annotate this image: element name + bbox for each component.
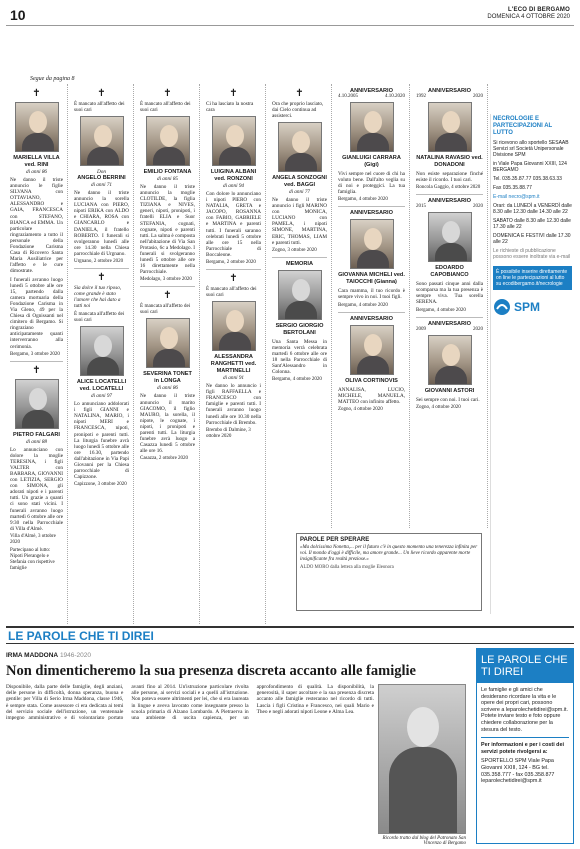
page-header [6,6,574,26]
signature: Capizzone, 3 ottobre 2020 [74,482,127,488]
signature: Bergamo, 3 ottobre 2020 [10,351,60,357]
portrait-photo [428,335,472,385]
signature: Brembo di Dalmine, 3 ottobre 2020 [206,427,251,439]
anniversary-year-end: 4.10.2020 [385,94,405,99]
announcement-text: Ne danno lo annuncio i figli RAFFAELLA e FRANCESCO con famiglie e parenti tutti. I funerali avranno luogo lunedì alle ore 10.30 nella Parrocchiale di Brembo. [206,383,261,426]
info-title: NECROLOGIE E PARTECIPAZIONI AL LUTTO [493,116,553,136]
announcement-text: Con dolore lo annunciano i nipoti PIERO con NATALIA, GRETA e JACOPO, ROSANNA con FABIO, GABRIELE e MARTINA e parenti tutti. I funerali saranno celebrati lunedì 5 ottobre alle ore 15 nella Parrocchiale di Boccaleone. [206,191,261,258]
promo-text: Le famiglie e gli amici che desiderano ricordare la vita e le opere dei propri cari, possono scrivere a leparolechetidirei@spm.it. Potete inviare testo e foto oppure chiedere collaborazione per la stesura del testo. [481,687,568,733]
deceased-name: EDOARDO CAPOBIANCO [430,265,469,279]
kicker-name: IRMA MADDONA [6,652,59,659]
announcement-text: Ne danno il triste annuncio la moglie CLOTILDE, la figlia TIZIANA e NIVES, generi, nipoti, pronipoti, i fratelli ELIA e Suor STEFANIA, cognati, cognate, nipoti e parenti tutti. La salma è composta nell'abitazione di Via San Protasio, 6c a Medolago. I funerali si svolgeranno lunedì 5 ottobre alle ore 16 direttamente nella Parrocchiale. [140,184,195,276]
masthead [487,7,570,21]
info-fax: Fax 035.35.88.77 [493,185,532,191]
announcement-text: Cara mamma, il tuo ricordo è sempre vivo in noi. I tuoi figli. [338,288,405,301]
intro-text: È mancato all'affetto dei suoi cari [140,101,191,113]
quote-text: Sia dolce il tuo riposo, come grande è stato l'amore che hai dato a tutti noi [74,285,122,310]
deceased-name: ALESSANDRA RANGHETTI ved. MARTINELLI [210,354,257,375]
signature: Casazza, 2 ottobre 2020 [140,456,189,462]
deceased-age: di anni 86 [156,385,179,392]
anniversary-label: ANNIVERSARIO [350,88,393,94]
portrait-photo [80,326,124,376]
parole-per-sperare-box [296,533,482,611]
portrait-photo [146,318,190,368]
deceased-name: PIETRO FALGARI [13,431,60,438]
portrait-photo [212,116,256,166]
column-2 [70,84,134,624]
page-number: 10 [10,7,26,23]
deceased-name: LUIGINA ALBANI ved. RONZONI [210,169,257,182]
anniversary-label: ANNIVERSARIO [428,320,471,327]
portrait-photo [350,102,394,152]
spm-logo [493,298,572,316]
intro-text: Ora che proprio lasciato, dai Cielo continua ad assisterci. [272,101,324,119]
deceased-name: GIOVANNA MICHELI ved. TAIOCCHI (Gianna) [338,272,405,286]
article-headline: Non dimenticheremo la sua presenza discreta accanto alle famiglie [6,663,416,679]
anniversary-year-start: 2009 [416,326,426,332]
info-address: in Viale Papa Giovanni XXIII, 124 BERGAMO [493,161,567,173]
announcement-text: Ne danno il triste annuncio la sorella LUCIANA con PIERO, nipoti ERIKA con ALDO e CHIARA, ROSA con GIANCARLO e DANIELA, il fratello ROBERTO. I funerali si svolgeranno lunedì alle ore 14.30 nella Chiesa parrocchiale di Urgnano. [74,190,129,257]
deceased-name: ANGELA SONZOGNI ved. BAGGI [272,175,327,188]
signature: Medolago, 3 ottobre 2020 [140,277,192,283]
section-title: LE PAROLE CHE TI DIREI [8,629,154,643]
signature: Bergamo, 4 ottobre 2020 [338,197,388,203]
spm-logo-icon [493,298,511,316]
deceased-age: di anni 91 [222,375,245,382]
article-photo [378,684,466,834]
anniversary-year-end: 2020 [473,326,483,332]
portrait-photo [350,325,394,375]
signature: Roncola Gaggio, 4 ottobre 2020 [416,185,481,191]
info-phone: Tel. 035.35.87.77 035.38.63.33 [493,176,562,182]
quote-text: «Ma dolcissima Nonetta,... per il futuro c'è in questo momento una tenerezza infinita per voi. Il mondo d'oggi è difficile, ma amore grande... Un lieve ricordo apparente morte insignificante fra realtà preziose.» [300,545,478,562]
deceased-name: MARIELLA VILLA ved. RINI [13,155,60,168]
column-3 [136,84,200,624]
signature: Villa d'Almè, 3 ottobre 2020 [10,533,56,545]
box-title: PAROLE PER SPERARE [300,537,370,543]
online-promo-link[interactable]: È possibile inserire direttamente on line le partecipazioni al lutto su ecodibergamo.it/necrologie [493,266,572,290]
column-6 [334,84,410,528]
deceased-age: di anni 88 [25,438,48,445]
cross-icon: ✝ [32,364,41,376]
signature: Bergamo, 2 ottobre 2020 [206,260,256,266]
anniversary-year-start: 2015 [416,204,426,210]
promo-office-contact[interactable]: SPORTELLO SPM Viale Papa Giovanni XXIII, 124 - BG tel. 035.358.777 - fax 035.358.877 leparolechetidirei@spm.it [481,758,555,785]
funeral-text: I funerali avranno luogo lunedì 5 ottobre alle ore 15, partendo dalla camera mortuaria della Fondazione Carisma in Via Gleno, 49 per la Chiesa di Ognissanti nel cimitero di Bergamo. Si ringraziano anticipatamente quanti interverranno alla cerimonia. [10,276,63,350]
deceased-name: ANGELO BERRINI [77,175,126,181]
continued-label: Segue da pagina 8 [30,76,75,82]
announcement-text: Lo annunciano addolorati i figli GIANNI e NATALINA, MARIO, i nipoti MERI e FRANCESCA, nipoti, pronipoti e parenti tutti. La liturgia funebre avrà luogo lunedì 5 ottobre alle ore 16.30, partendo dall'abitazione in Via Papi Giovanni per la Chiesa parrocchiale di Capizzone. [74,401,129,481]
signature: Zogno, 3 ottobre 2020 [272,247,317,253]
deceased-name: GIOVANNI ASTORI [424,387,475,394]
anniversary-label: ANNIVERSARIO [350,315,393,322]
portrait-photo [428,102,472,152]
deceased-age: di anni 86 [25,169,48,175]
deceased-age: di anni 71 [90,182,113,188]
portrait-photo [278,122,322,172]
deceased-name: GIANLUIGI CARRARA (Gigi) [342,155,401,168]
section-band [6,626,574,644]
info-desk: Si ricevono allo sportello SESAAB Servizi srl Società Unipersonale Divisione SPM [493,140,569,158]
anniversary-label: ANNIVERSARIO [428,198,471,205]
announcement-text: Ne danno il triste annuncio i figli MARINO con MONICA, LUCIANO con PAMELA, i nipoti SIMONE, MARTINA, ERIC, THOMAS, LIAM e parenti tutti. [272,197,327,246]
article-kicker [6,652,91,659]
title-prefix: Don [97,169,106,175]
cross-icon: ✝ [295,88,304,99]
signature: Bergamo, 4 ottobre 2020 [338,302,388,308]
intro-text: È mancato all'affetto dei suoi cari [74,101,125,113]
parole-promo-box [476,648,574,844]
anniversary-year-start: 4.10.2005 [338,94,358,99]
deceased-name: EMILIO FONTANA [143,169,192,175]
portrait-photo [212,301,256,351]
cross-icon: ✝ [97,272,106,284]
info-hours-weekdays: Orari: da LUNEDÌ a VENERDÌ dalle 8.30 alle 12.30 dalle 14.30 alle 22 [493,203,572,215]
promo-title: LE PAROLE CHE TI DIREI [477,649,573,683]
column-1 [6,84,68,624]
spm-logo-text: SPM [514,300,541,314]
announcement-text: Sono passati cinque anni dalla scomparsa ma la tua presenza è sempre viva. Tua sorella SERENA. [416,281,483,306]
cross-icon: ✝ [163,88,172,99]
kicker-years: 1946-2020 [59,652,92,659]
participation-text: Partecipano al lutto: Nipoti Pierangelo e Stefania con rispettive famiglie [10,547,55,571]
signature: Urgnano, 2 ottobre 2020 [74,259,124,265]
cross-icon: ✝ [163,290,172,302]
deceased-name: SEVERINA TONET in LONGA [143,371,192,385]
announcement-text: Lo annunciano con dolore la moglie TERESINA, i figli VALTER con BARBARA, GIOVANNI con LETIZIA, SERGIO con SIMONA, gli adorati nipoti e i parenti tutti. Un grazie a quanti ci sono stati vicini. I funerali avranno luogo martedì 6 ottobre alle ore 9:30 nella Parrocchiale di Villa d'Almè. [10,446,63,532]
issue-date: DOMENICA 4 OTTOBRE 2020 [487,14,570,20]
info-note: Le richieste di pubblicazione possono essere inoltrate via e-mail [493,248,571,260]
deceased-name: SERGIO GIORGIO BERTOLANI [275,322,324,336]
quote-author: ALDO MORO dalla lettera alla moglie Eleonora [300,564,394,570]
column-7 [412,84,488,528]
deceased-name: NATALINA RAVASIO ved. DONADONI [416,155,483,168]
paper-name: L'ECO DI BERGAMO [508,7,570,13]
signature: Zogno, 4 ottobre 2020 [416,404,461,410]
announcement-text: Non esiste separazione finché esiste il ricordo. I tuoi cari. [416,171,483,184]
portrait-photo [350,219,394,269]
signature: Zogno, 4 ottobre 2020 [338,406,383,412]
portrait-photo [15,102,59,152]
portrait-photo [278,270,322,320]
deceased-age: di anni 85 [156,176,179,182]
anniversary-label: ANNIVERSARIO [350,210,393,217]
announcement-text: Una Santa Messa in memoria verrà celebrata martedì 6 ottobre alle ore 18 nella Parrocchiale di Sant'Alessandro in Colonna. [272,338,327,376]
deceased-age: di anni 97 [90,393,113,400]
info-email-link[interactable]: E-mail necro@spm.it [493,194,540,200]
article-body: Disponibile, dalla parte delle famiglie, degli anziani, delle persone in difficoltà, donna speranza, buona e gentile: per Villa di Serio Irma Maddona, classe 1946, è sempre stata. Come assessore ci era dedicata ai temi del servizio sociale dell'istruzione, un ventennale impegno amministrativo e di volontariato portato avanti fino al 2014. Un'istruzione particolare rivolta alle persone, ai servizi sociali e a quelli all'istruzione. Non poteva essere altrimenti per lei, che si era laureata in lingue e aveva lavorato come insegnante presso la scuola primaria di Alzano Lombardo. A Pietraerva in una ambiente di uscita capienza, per un approfondimento di qualità. La disponibilità, la generosità, il saper ascoltare e la sua presenza discreta accanto alle famiglie resteranno nel ricordo di tutti. Lascia i figli Cristina e Francesco, nei quali Mario e Theo e negli adorati nipoti Leone e Alma Lea. [6,684,374,722]
intro-text: È mancato all'affetto dei suoi cari [206,286,257,299]
anniversary-year-start: 1992 [416,94,426,99]
deceased-age: di anni 94 [222,183,245,189]
signature: Bergamo, 4 ottobre 2020 [272,377,322,383]
intro-text: Ci ha lasciato la nostra cara [206,101,254,113]
cross-icon: ✝ [229,88,238,99]
announcement-text: Sei sempre con noi. I tuoi cari. [416,396,480,403]
column-4 [202,84,266,624]
necrology-info-box [490,114,574,614]
cross-icon: ✝ [97,88,106,99]
info-hours-sunday: DOMENICA E FESTIVI dalle 17.30 alle 22 [493,233,571,245]
deceased-age: di anni 77 [288,189,311,195]
cross-icon: ✝ [229,273,238,285]
portrait-photo [146,116,190,166]
anniversary-year-end: 2020 [473,204,483,210]
portrait-photo [15,379,59,429]
deceased-name: OLIVA CORTINOVIS [345,377,398,384]
intro-text: È mancata all'affetto dei suoi cari [74,311,125,324]
deceased-name: ALICE LOCATELLI ved. LOCATELLI [76,379,127,393]
announcement-text: Ne danno il triste annuncio il marito GIACOMO, il figlio MAURO, la sorella, il nipote, le cognate, i nipoti, i pronipoti e parenti tutti. La liturgia funebre avrà luogo a Casazza lunedì 5 ottobre alle ore 16. [140,393,195,455]
anniversary-year-end: 2020 [473,94,483,99]
announcement-text: Ne danno il triste annuncio le figlie SILVANA con OTTAVIANO, ALESSANDRO e GAIA, FRANCESCA con STEFANO, BIANCA ed EMMA. Un particolare ringraziamento a tutto il personale della Fondazione Carisma Casa di Ricovero Santa Maria Ausiliatrice per l'affetto e le cure dimostrate. [10,177,63,275]
announcement-text: Vivi sempre nel cuore di chi ha voluto bene. Dall'alto veglia su di noi e proteggici. La tua famiglia. [338,171,405,196]
memorial-label: MEMORIA [285,260,314,267]
intro-text: È mancata all'affetto dei suoi cari [140,303,191,316]
promo-info: Per informazioni e per i costi dei servizi potete rivolgersi a: [481,742,564,755]
announcement-text: ANNALISA, LUCIO, MICHELE, MANUELA, MATTEO con infinito affetto. [338,386,405,405]
cross-icon: ✝ [32,88,41,99]
column-5 [268,84,332,528]
portrait-photo [428,212,472,262]
portrait-photo [80,116,124,166]
anniversary-label: ANNIVERSARIO [428,88,471,94]
info-hours-saturday: SABATO dalle 8.30 alle 12.30 dalle 17.30 alle 22 [493,218,571,230]
signature: Bergamo, 4 ottobre 2020 [416,307,466,313]
photo-caption: Ricordo tratto dal blog del Patronato San Vincenzo di Bergamo [382,836,466,846]
